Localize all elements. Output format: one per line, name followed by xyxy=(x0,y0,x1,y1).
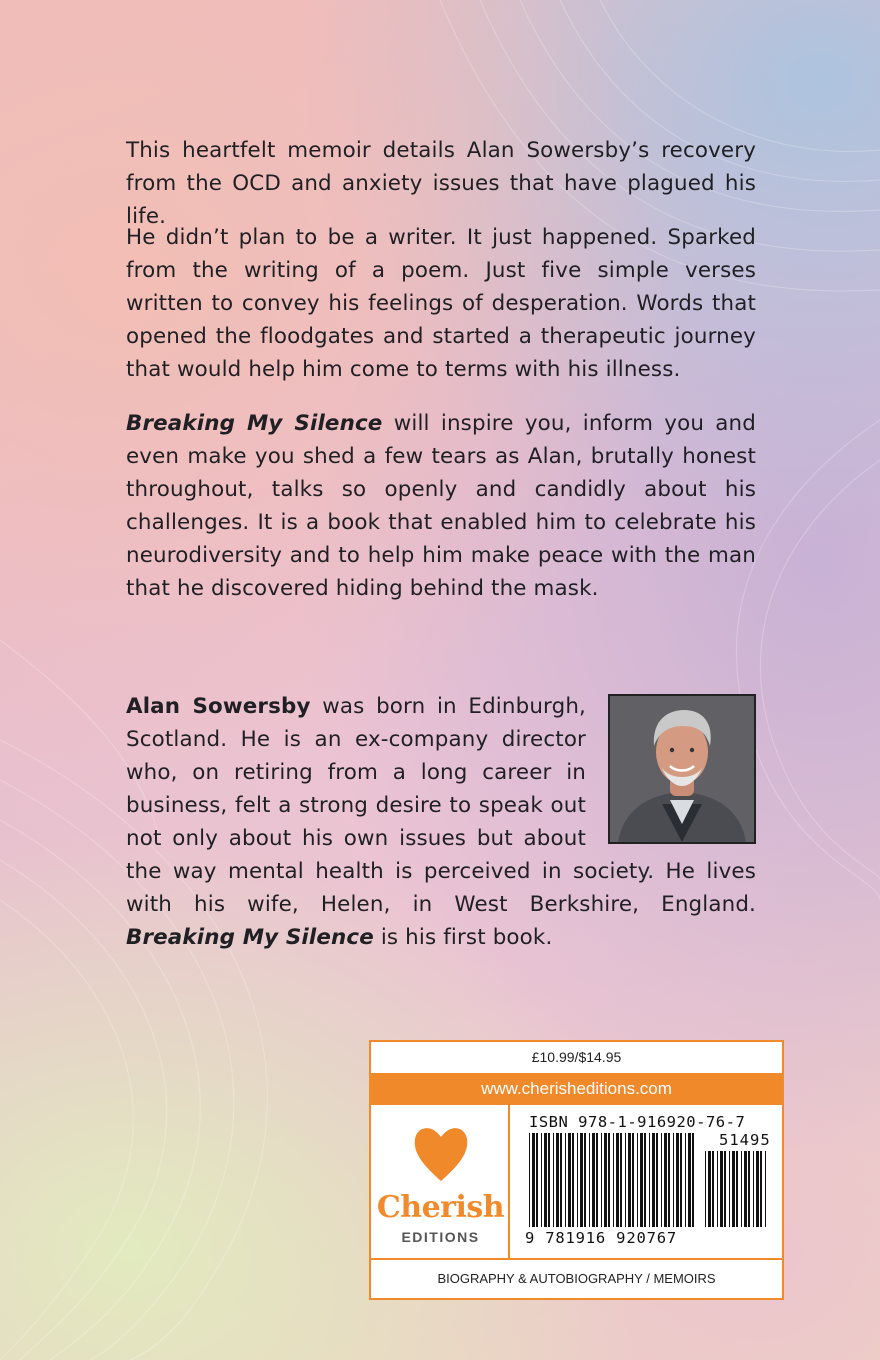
barcode-bar xyxy=(692,1133,694,1227)
barcode-bar xyxy=(529,1133,530,1227)
barcode-bar xyxy=(765,1151,766,1227)
barcode-bar xyxy=(736,1151,738,1227)
barcode-bar xyxy=(756,1151,759,1227)
blurb-text-2: He didn’t plan to be a writer. It just happened. Sparked from the writing of a poem. Just five simple verses written to convey his feelings of desperation. Words that opened the floodgates and started a therapeutic journey that would help him come to terms with his illness. xyxy=(126,225,756,382)
barcode-panel xyxy=(369,1040,784,1300)
barcode-bar xyxy=(753,1151,754,1227)
barcode-bar xyxy=(673,1133,674,1227)
price-addon-code: 51495 xyxy=(719,1131,771,1149)
barcode-bar xyxy=(620,1133,622,1227)
barcode-bars xyxy=(521,1105,771,1231)
book-title: Breaking My Silence xyxy=(126,411,383,436)
barcode-bar xyxy=(668,1133,670,1227)
barcode-bar xyxy=(708,1151,711,1227)
publisher-website: www.cherisheditions.com xyxy=(371,1073,782,1105)
barcode-bar xyxy=(556,1133,559,1227)
barcode-bar xyxy=(572,1133,574,1227)
barcode-bar xyxy=(601,1133,602,1227)
barcode-bar xyxy=(553,1133,554,1227)
barcode-bar xyxy=(712,1151,714,1227)
barcode-bar xyxy=(637,1133,638,1227)
heart-icon xyxy=(411,1121,471,1183)
barcode-bar xyxy=(632,1133,634,1227)
blurb-text-3: will inspire you, inform you and even make you shed a few tears as Alan, brutally honest throughout, talks so openly and candidly about his challenges. It is a book that enabled him to celebrate his neurodiversity and to help him make peace with the man that he discovered hiding behind the mask. xyxy=(126,411,756,601)
barcode-bar xyxy=(656,1133,658,1227)
barcode-bar xyxy=(577,1133,578,1227)
barcode-bar xyxy=(628,1133,631,1227)
barcode-bar xyxy=(717,1151,718,1227)
barcode-bar xyxy=(604,1133,607,1227)
author-name: Alan Sowersby xyxy=(126,694,311,719)
barcode-bar xyxy=(644,1133,646,1227)
barcode-bar xyxy=(741,1151,742,1227)
blurb-paragraph-1 xyxy=(126,134,756,233)
barcode-bar xyxy=(580,1133,583,1227)
barcode-bar xyxy=(584,1133,586,1227)
isbn-barcode xyxy=(521,1105,771,1258)
bio-book-title: Breaking My Silence xyxy=(126,925,374,950)
barcode-bar xyxy=(544,1133,547,1227)
barcode-bar xyxy=(548,1133,550,1227)
barcode-bar xyxy=(729,1151,730,1227)
barcode-bar xyxy=(532,1133,535,1227)
publisher-logo xyxy=(371,1105,510,1258)
barcode-bar xyxy=(748,1151,750,1227)
barcode-bar xyxy=(688,1133,691,1227)
barcode-bar xyxy=(568,1133,571,1227)
author-bio xyxy=(126,690,756,954)
barcode-bar xyxy=(685,1133,686,1227)
barcode-bar xyxy=(680,1133,682,1227)
barcode-bar xyxy=(560,1133,562,1227)
barcode-bar xyxy=(676,1133,679,1227)
barcode-bar xyxy=(565,1133,566,1227)
barcode-bar xyxy=(596,1133,598,1227)
genre-category: BIOGRAPHY & AUTOBIOGRAPHY / MEMOIRS xyxy=(437,1271,716,1286)
barcode-bar xyxy=(625,1133,626,1227)
barcode-bar xyxy=(744,1151,747,1227)
blurb-text-1: This heartfelt memoir details Alan Sowersby’s recovery from the OCD and anxiety issues that have plagued his life. xyxy=(126,138,756,229)
barcode-bar xyxy=(661,1133,662,1227)
barcode-bar xyxy=(640,1133,643,1227)
barcode-bar xyxy=(652,1133,655,1227)
barcode-bar xyxy=(664,1133,667,1227)
barcode-bar xyxy=(541,1133,542,1227)
ean-digits: 9 781916 920767 xyxy=(525,1229,677,1247)
barcode-bar xyxy=(613,1133,614,1227)
publisher-name: Cherish xyxy=(376,1190,505,1225)
barcode-bar xyxy=(724,1151,726,1227)
author-photo xyxy=(608,694,756,844)
barcode-bar xyxy=(649,1133,650,1227)
isbn-number: ISBN 978-1-916920-76-7 xyxy=(529,1113,746,1131)
blurb-paragraph-3 xyxy=(126,407,756,605)
price: £10.99/$14.95 xyxy=(531,1049,622,1065)
barcode-bar xyxy=(760,1151,762,1227)
blurb-paragraph-2 xyxy=(126,221,756,386)
bio-text-a: was born in Edinburgh, Scotland. He is an ex-company director who, on retiring from a long career in business, felt a strong desire to speak out not only about his own issues but about the way mental health is perceived in society. He lives with his wife, Helen, in West Berkshire, England. xyxy=(126,694,756,917)
barcode-bar xyxy=(732,1151,735,1227)
publisher-subtitle: EDITIONS xyxy=(401,1229,480,1245)
barcode-bar xyxy=(589,1133,590,1227)
barcode-row xyxy=(371,1105,782,1260)
barcode-bar xyxy=(616,1133,619,1227)
barcode-bar xyxy=(608,1133,610,1227)
barcode-bar xyxy=(720,1151,723,1227)
bio-text-b: is his first book. xyxy=(373,925,553,950)
barcode-bar xyxy=(705,1151,706,1227)
barcode-bar xyxy=(592,1133,595,1227)
barcode-bar xyxy=(536,1133,538,1227)
